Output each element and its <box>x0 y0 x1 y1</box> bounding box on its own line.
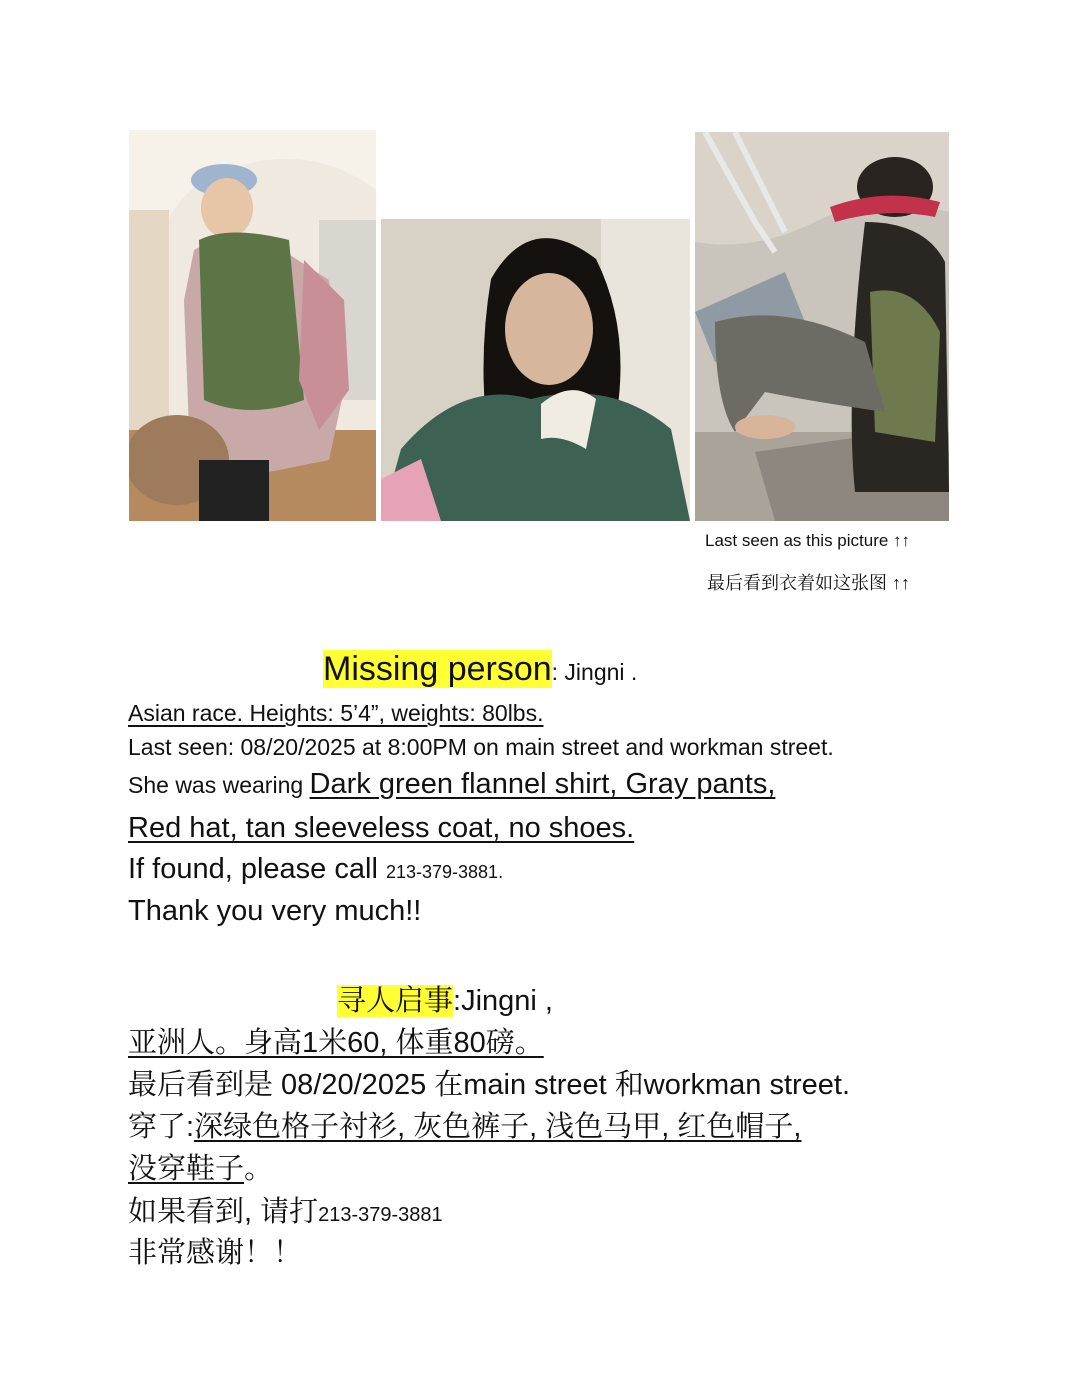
chinese-title-label: 寻人启事 <box>337 985 454 1017</box>
caption-english: Last seen as this picture ↑↑ <box>705 531 911 550</box>
wearing-items-line-1: Dark green flannel shirt, Gray pants, <box>309 768 776 800</box>
chinese-wearing-line-2 <box>128 1146 273 1187</box>
chinese-wearing-items-1: 深绿色格子衬衫, 灰色裤子, 浅色马甲, 红色帽子, <box>194 1111 802 1143</box>
chinese-wearing-prefix: 穿了: <box>128 1111 195 1143</box>
photo-standing <box>129 130 376 521</box>
chinese-wearing-items-2: 没穿鞋子 <box>128 1153 245 1185</box>
english-title <box>323 650 637 689</box>
chinese-thanks: 非常感谢！！ <box>128 1237 303 1269</box>
english-title-name: : Jingni . <box>551 659 638 685</box>
contact-suffix: . <box>498 862 504 882</box>
wearing-items-line-2: Red hat, tan sleeveless coat, no shoes. <box>128 812 635 844</box>
chinese-wearing-end: 。 <box>244 1153 274 1185</box>
chinese-title <box>337 978 553 1019</box>
wearing-prefix: She was wearing <box>128 772 310 798</box>
english-contact <box>128 853 503 886</box>
chinese-contact <box>128 1189 443 1230</box>
chinese-wearing <box>128 1104 801 1145</box>
photo-portrait <box>381 219 690 521</box>
phone-number: 213-379-3881 <box>385 862 499 882</box>
english-description: Asian race. Heights: 5’4”, weights: 80lbs. <box>128 700 544 726</box>
english-wearing <box>128 768 775 801</box>
english-thanks: Thank you very much!! <box>128 895 422 927</box>
english-last-seen: Last seen: 08/20/2025 at 8:00PM on main street and workman street. <box>128 734 834 760</box>
chinese-title-name: :Jingni , <box>453 985 553 1017</box>
caption-chinese: 最后看到衣着如这张图 ↑↑ <box>707 573 910 593</box>
photo-last-seen <box>695 132 949 521</box>
chinese-last-seen: 最后看到是 08/20/2025 在main street 和workman street. <box>128 1069 851 1101</box>
chinese-phone-number: 213-379-3881 <box>318 1204 443 1226</box>
contact-prefix: If found, please call <box>128 853 386 885</box>
missing-person-label: Missing person <box>323 650 552 688</box>
chinese-contact-prefix: 如果看到, 请打 <box>128 1196 319 1228</box>
chinese-description: 亚洲人。身高1米60, 体重80磅。 <box>128 1027 544 1059</box>
